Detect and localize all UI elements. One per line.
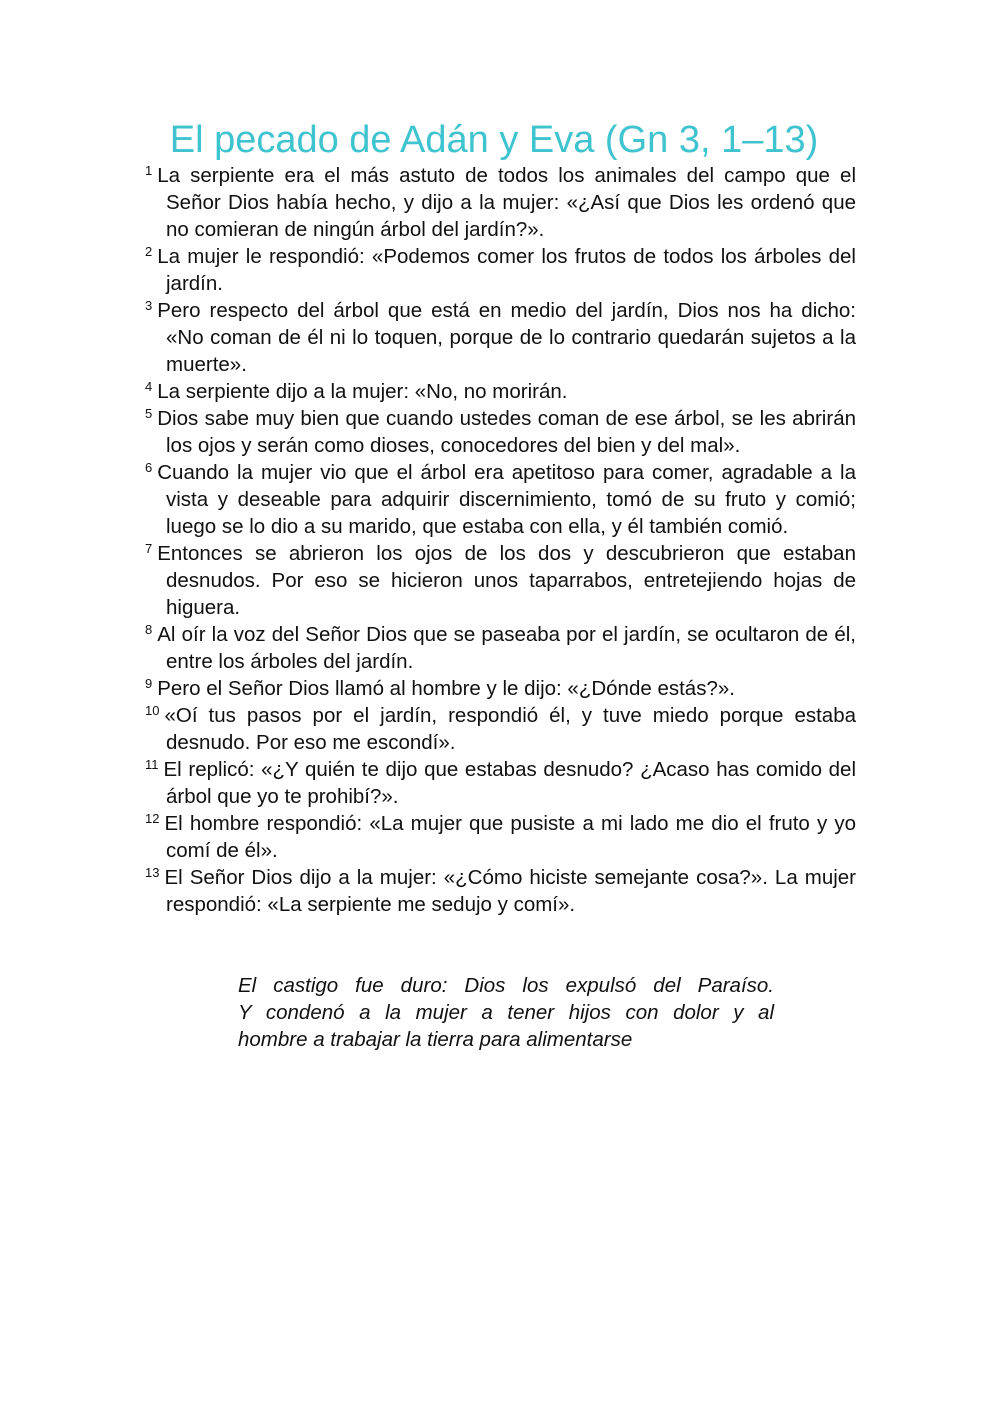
verse-number: 9 [145,676,153,691]
verse-text: Entonces se abrieron los ojos de los dos y descubrieron que estaban desnudos. Por eso se hicieron unos taparrabos, entretejiendo hojas de higuera. [157,542,856,619]
verse-number: 8 [145,622,153,637]
verse [145,243,856,297]
verse-text: «Oí tus pasos por el jardín, respondió él, y tuve miedo porque estaba desnudo. Por eso me escondí». [164,704,856,754]
verse [145,162,856,243]
verse-number: 10 [145,703,160,718]
verse-text: El Señor Dios dijo a la mujer: «¿Cómo hiciste semejante cosa?». La mujer respondió: «La serpiente me sedujo y comí». [164,866,856,916]
verse-text: Dios sabe muy bien que cuando ustedes coman de ese árbol, se les abrirán los ojos y serán como dioses, conocedores del bien y del mal». [157,407,856,457]
verse [145,405,856,459]
verse [145,756,856,810]
verse-text: La mujer le respondió: «Podemos comer los frutos de todos los árboles del jardín. [157,245,856,295]
verse-text: La serpiente dijo a la mujer: «No, no morirán. [157,380,568,403]
verse-text: El replicó: «¿Y quién te dijo que estabas desnudo? ¿Acaso has comido del árbol que yo te prohibí?». [163,758,856,808]
verse-text: La serpiente era el más astuto de todos los animales del campo que el Señor Dios había hecho, y dijo a la mujer: «¿Así que Dios les ordenó que no comieran de ningún árbol del jardín?». [157,164,856,241]
closing-line: Y condenó a la mujer a tener hijos con dolor y al [238,1001,774,1024]
verse [145,621,856,675]
verse-number: 7 [145,541,153,556]
verse [145,459,856,540]
verse-number: 4 [145,379,153,394]
verse-number: 12 [145,811,160,826]
verse-text: El hombre respondió: «La mujer que pusiste a mi lado me dio el fruto y yo comí de él». [164,812,856,862]
verse [145,675,856,702]
verse-number: 6 [145,460,153,475]
verse-number: 13 [145,865,160,880]
verse-text: Pero respecto del árbol que está en medio del jardín, Dios nos ha dicho: «No coman de él ni lo toquen, porque de lo contrario quedarán sujetos a la muerte». [157,299,856,376]
verse [145,297,856,378]
verse-number: 1 [145,163,153,178]
verse [145,864,856,918]
verse-number: 11 [145,757,159,772]
verse-text: Pero el Señor Dios llamó al hombre y le dijo: «¿Dónde estás?». [157,677,735,700]
verse-number: 3 [145,298,153,313]
verse [145,540,856,621]
verse-number: 2 [145,244,153,259]
verse [145,810,856,864]
verse [145,378,856,405]
closing-line: El castigo fue duro: Dios los expulsó del Paraíso. [238,974,774,997]
closing-paragraph [238,972,774,1053]
verse-list [145,162,856,918]
closing-line: hombre a trabajar la tierra para alimentarse [238,1028,633,1051]
verse-text: Al oír la voz del Señor Dios que se paseaba por el jardín, se ocultaron de él, entre los árboles del jardín. [157,623,856,673]
page-title: El pecado de Adán y Eva (Gn 3, 1–13) [169,119,819,161]
verse-number: 5 [145,406,153,421]
verse [145,702,856,756]
verse-text: Cuando la mujer vio que el árbol era apetitoso para comer, agradable a la vista y deseable para adquirir discernimiento, tomó de su fruto y comió; luego se lo dio a su marido, que estaba con ella, y él también comió. [157,461,856,538]
